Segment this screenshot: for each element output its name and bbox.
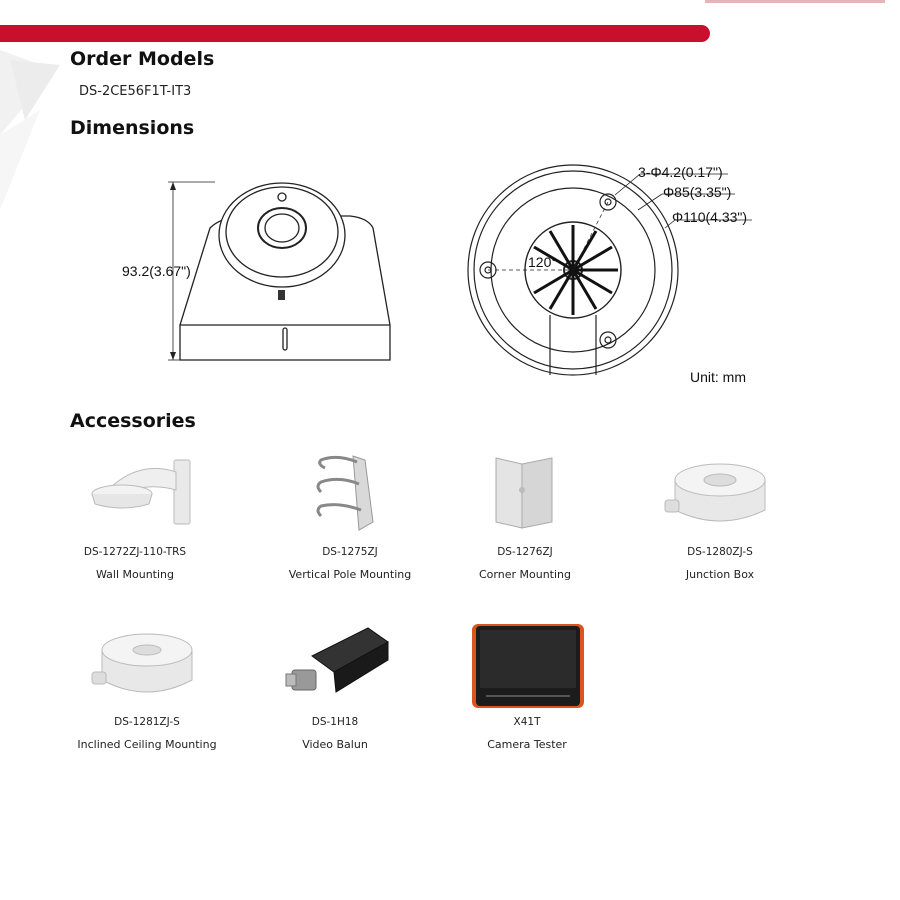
accessory-item (62, 620, 232, 751)
junction-box-icon (635, 450, 805, 540)
accessory-name: Wall Mounting (95, 568, 174, 581)
order-model-number: DS-2CE56F1T-IT3 (79, 84, 192, 99)
camera-tester-icon (442, 620, 612, 710)
accessory-item (440, 450, 610, 581)
corner-mount-icon (440, 450, 610, 540)
accessory-item (50, 450, 220, 581)
accessory-name: Camera Tester (487, 738, 567, 751)
accessory-item (265, 450, 435, 581)
accessory-code: DS-1275ZJ (322, 546, 378, 558)
dimensions-heading: Dimensions (70, 117, 195, 139)
accessories-heading: Accessories (70, 410, 196, 432)
accessory-item (635, 450, 805, 581)
accessory-item (250, 620, 420, 751)
accessory-code: X41T (513, 716, 541, 728)
order-models-heading: Order Models (70, 48, 215, 70)
angle-label: 120° (528, 254, 557, 270)
accessory-code: DS-1280ZJ-S (687, 546, 753, 558)
video-balun-icon (250, 620, 420, 710)
wall-mount-icon (50, 450, 220, 540)
dimension-drawing (110, 150, 790, 400)
accessory-code: DS-1H18 (311, 716, 359, 728)
accessory-name: Vertical Pole Mounting (288, 568, 412, 581)
accessory-item (442, 620, 612, 751)
inner-diameter-label: Φ85(3.35") (663, 184, 732, 200)
accessory-code: DS-1281ZJ-S (114, 716, 180, 728)
camera-side-view (168, 182, 390, 360)
accessory-name: Video Balun (302, 738, 368, 751)
unit-label: Unit: mm (690, 369, 746, 385)
outer-diameter-label: Φ110(4.33") (672, 209, 748, 225)
top-accent-line (705, 0, 885, 3)
ceiling-mount-icon (62, 620, 232, 710)
accessory-name: Inclined Ceiling Mounting (77, 738, 217, 751)
pole-mount-icon (265, 450, 435, 540)
accessory-name: Junction Box (685, 568, 755, 581)
header-red-bar (0, 25, 710, 42)
height-dimension-label: 93.2(3.67") (122, 263, 191, 279)
decorative-triangles (0, 40, 70, 240)
hole-dimension-label: 3-Φ4.2(0.17") (638, 164, 723, 180)
accessory-code: DS-1276ZJ (497, 546, 553, 558)
accessory-name: Corner Mounting (479, 568, 571, 581)
accessory-code: DS-1272ZJ-110-TRS (83, 546, 187, 558)
